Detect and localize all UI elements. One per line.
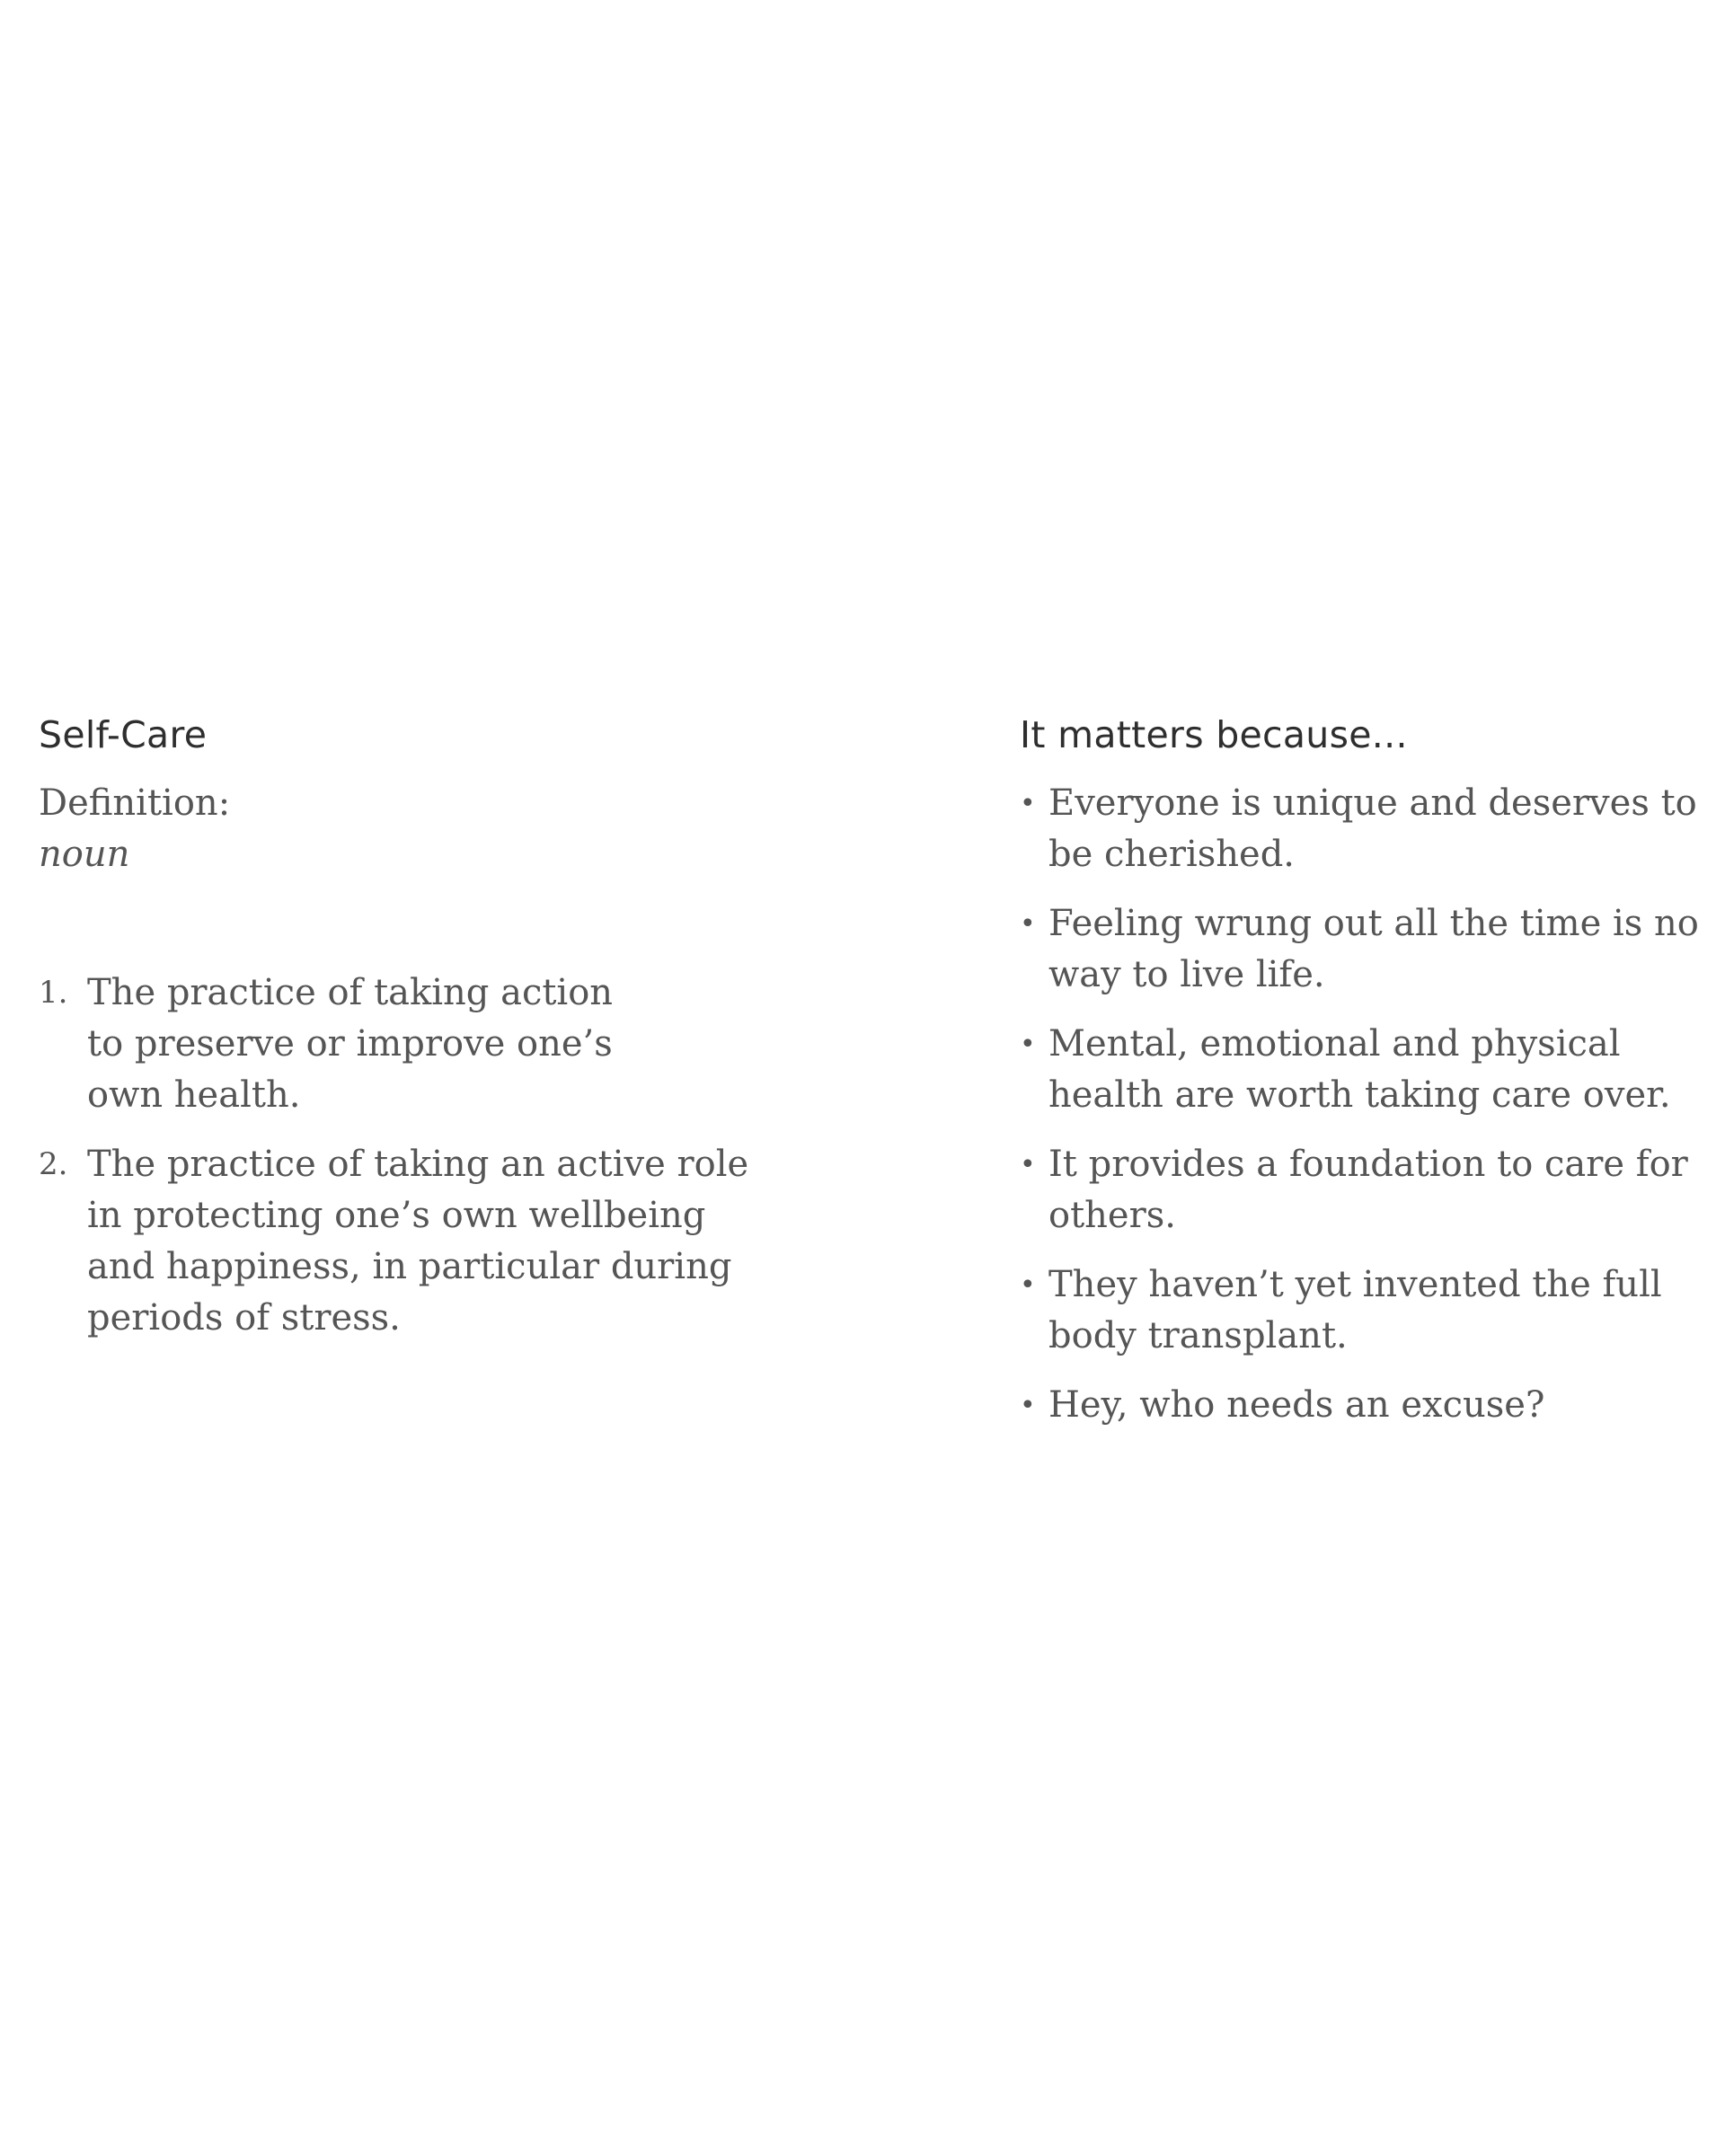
reason-line: Mental, emotional and physical [1048, 1023, 1621, 1065]
reason-item [1020, 1139, 1703, 1241]
sense-line: The practice of taking an active role [87, 1144, 749, 1185]
sense-item [39, 968, 847, 1121]
reason-line: It provides a foundation to care for [1048, 1144, 1688, 1185]
part-of-speech: noun [39, 834, 130, 875]
sense-line: in protecting one’s own wellbeing [87, 1195, 706, 1236]
sense-line: The practice of taking action [87, 972, 614, 1013]
definition-label: Definition: [39, 782, 231, 824]
bullet-icon: • [1020, 1149, 1036, 1180]
sense-line: and happiness, in particular during [87, 1246, 732, 1287]
sense-list [39, 968, 847, 1344]
bullet-icon: • [1020, 1029, 1036, 1060]
reason-line: They haven’t yet invented the full [1048, 1264, 1662, 1305]
definition-column [39, 710, 847, 1362]
reason-item [1020, 1259, 1703, 1362]
reasons-column [1020, 710, 1703, 1449]
sense-line: own health. [87, 1074, 301, 1116]
reason-line: Hey, who needs an excuse? [1048, 1384, 1545, 1426]
reason-item [1020, 1019, 1703, 1121]
reason-list [1020, 778, 1703, 1431]
sense-item [39, 1139, 847, 1344]
reason-line: body transplant. [1048, 1315, 1348, 1356]
bullet-icon: • [1020, 788, 1036, 819]
reason-line: Everyone is unique and deserves to [1048, 782, 1697, 824]
reason-line: Feeling wrung out all the time is no [1048, 903, 1699, 944]
reason-item [1020, 898, 1703, 1001]
reason-line: be cherished. [1048, 834, 1296, 875]
sense-line: to preserve or improve one’s [87, 1023, 613, 1065]
term-heading: Self-Care [39, 713, 208, 756]
reasons-heading: It matters because... [1020, 713, 1408, 756]
bullet-icon: • [1020, 1390, 1036, 1421]
sense-number: 2. [39, 1146, 68, 1182]
sense-line: periods of stress. [87, 1297, 401, 1339]
reason-item [1020, 778, 1703, 880]
sense-number: 1. [39, 975, 68, 1011]
reason-line: others. [1048, 1195, 1176, 1236]
bullet-icon: • [1020, 908, 1036, 940]
reason-line: way to live life. [1048, 954, 1325, 995]
bullet-icon: • [1020, 1269, 1036, 1301]
reason-item [1020, 1380, 1703, 1431]
reason-line: health are worth taking care over. [1048, 1074, 1671, 1116]
